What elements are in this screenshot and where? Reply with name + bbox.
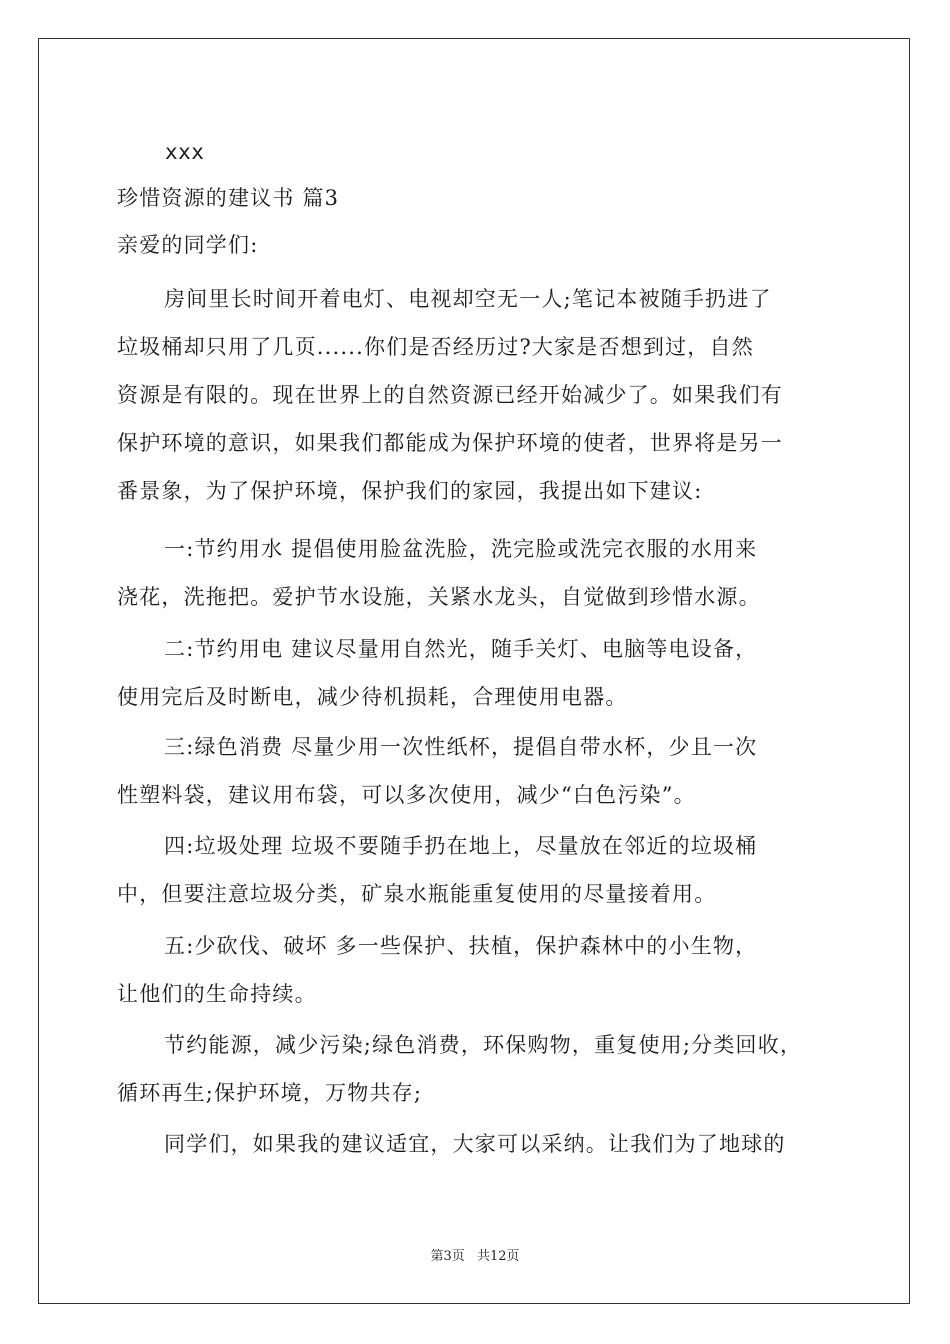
paragraph-line: 四:垃圾处理 垃圾不要随手扔在地上，尽量放在邻近的垃圾桶: [164, 834, 758, 858]
paragraph-line: 同学们，如果我的建议适宜，大家可以采纳。让我们为了地球的: [164, 1132, 786, 1156]
salutation: 亲爱的同学们:: [117, 233, 259, 257]
paragraph-line: 使用完后及时断电，减少待机损耗，合理使用电器。: [117, 685, 628, 709]
paragraph-line: 浇花，洗拖把。爱护节水设施，关紧水龙头，自觉做到珍惜水源。: [117, 585, 761, 609]
paragraph-line: 资源是有限的。现在世界上的自然资源已经开始减少了。如果我们有: [117, 383, 783, 407]
paragraph-forest: [117, 922, 847, 1018]
document-title: 珍惜资源的建议书 篇3: [117, 186, 340, 210]
paragraph-line: 二:节约用电 建议尽量用自然光，随手关灯、电脑等电设备，: [164, 637, 758, 661]
paragraph-line: 番景象，为了保护环境，保护我们的家园，我提出如下建议:: [117, 479, 703, 503]
paragraph-closing: [117, 1120, 847, 1168]
paragraph-line: 三:绿色消费 尽量少用一次性纸杯，提倡自带水杯，少且一次: [164, 735, 758, 759]
paragraph-line: 垃圾桶却只用了几页......你们是否经历过?大家是否想到过，自然: [117, 335, 754, 359]
paragraph-electricity: [117, 625, 847, 721]
paragraph-line: 保护环境的意识，如果我们都能成为保护环境的使者，世界将是另一: [117, 431, 783, 455]
paragraph-line: 中，但要注意垃圾分类，矿泉水瓶能重复使用的尽量接着用。: [117, 882, 717, 906]
paragraph-line: 房间里长时间开着电灯、电视却空无一人;笔记本被随手扔进了: [164, 287, 772, 311]
paragraph-line: 性塑料袋，建议用布袋，可以多次使用，减少“白色污染”。: [117, 783, 696, 807]
paragraph-summary: [117, 1021, 847, 1117]
paragraph-line: 让他们的生命持续。: [117, 982, 317, 1006]
page-number: 第3页: [430, 1249, 465, 1264]
page-total: 共12页: [476, 1249, 520, 1264]
paragraph-garbage: [117, 822, 847, 918]
signature: xxx: [165, 140, 205, 164]
paragraph-line: 循环再生;保护环境，万物共存;: [117, 1081, 423, 1105]
page-footer: [0, 1245, 950, 1264]
paragraph-intro: [117, 275, 847, 515]
paragraph-water: [117, 525, 847, 621]
paragraph-line: 五:少砍伐、破坏 多一些保护、扶植，保护森林中的小生物，: [164, 934, 758, 958]
paragraph-line: 一:节约用水 提倡使用脸盆洗脸，洗完脸或洗完衣服的水用来: [164, 537, 758, 561]
paragraph-line: 节约能源，减少污染;绿色消费，环保购物，重复使用;分类回收，: [164, 1033, 803, 1057]
paragraph-green-consumption: [117, 723, 847, 819]
